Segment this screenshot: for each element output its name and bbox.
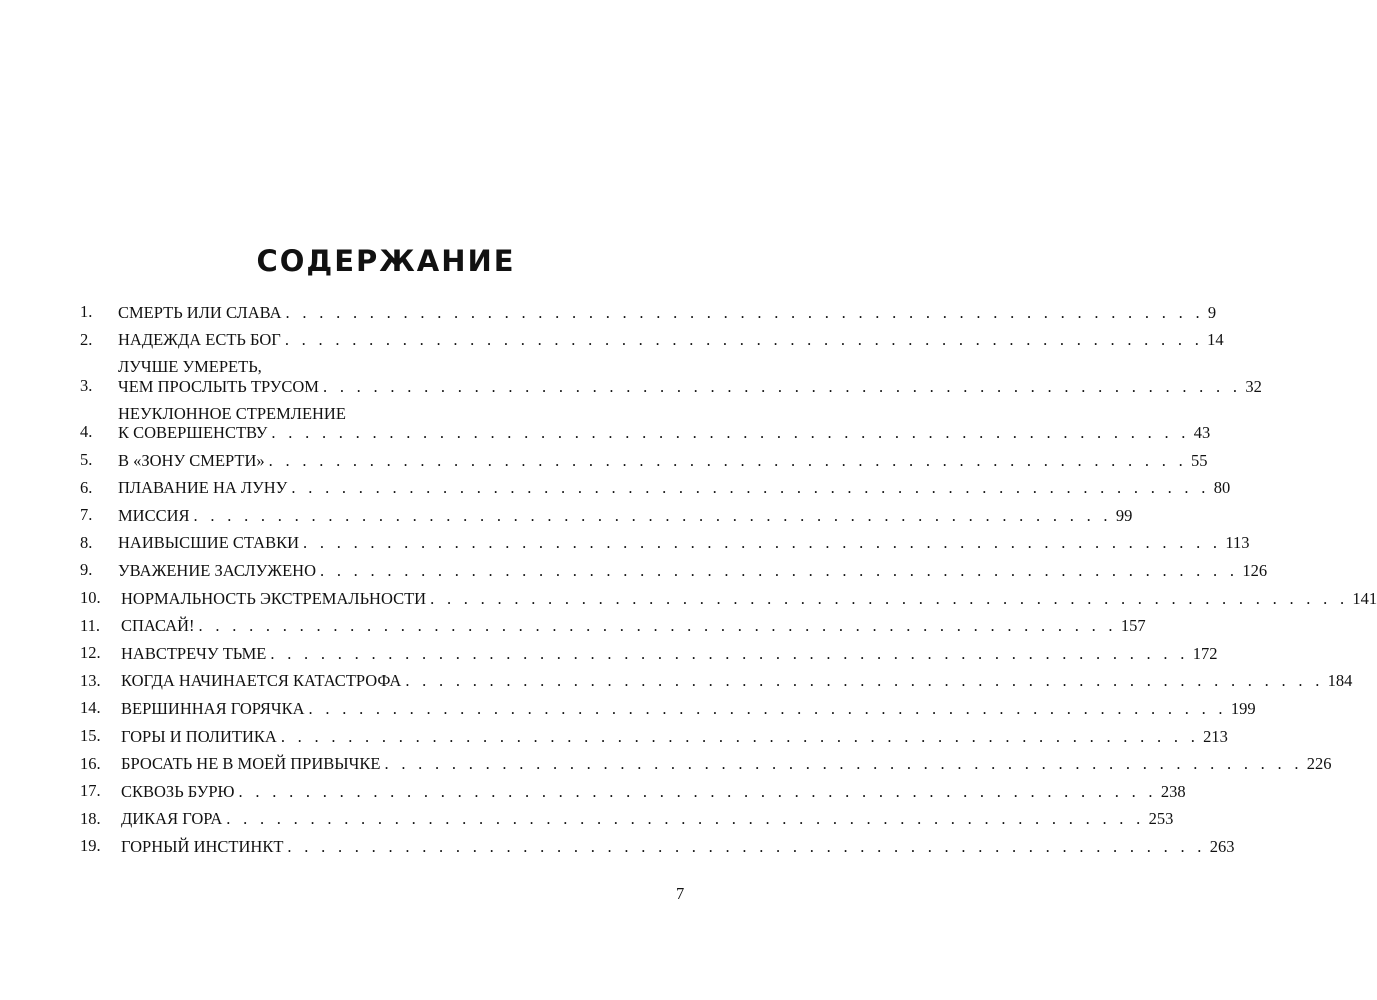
dot-leader: . . . . . . . . . . . . . . . . . . . . . . . . . . . . . . . . . . . . . . . . . . . . . . . . . . . . . . . bbox=[384, 754, 1303, 774]
dot-leader: . . . . . . . . . . . . . . . . . . . . . . . . . . . . . . . . . . . . . . . . . . . . . . . . . . . . . . . bbox=[271, 423, 1190, 442]
toc-entry bbox=[80, 643, 1218, 663]
toc-entry-title: МИССИЯ bbox=[118, 505, 190, 525]
dot-leader: . . . . . . . . . . . . . . . . . . . . . . . . . . . . . . . . . . . . . . . . . . . . . . . . . . . . . . . bbox=[270, 643, 1189, 663]
toc-entry bbox=[80, 329, 1224, 350]
dot-leader: . . . . . . . . . . . . . . . . . . . . . . . . . . . . . . . . . . . . . . . . . . . . . . . . . . . . . . . bbox=[285, 302, 1204, 322]
dot-leader: . . . . . . . . . . . . . . . . . . . . . . . . . . . . . . . . . . . . . . . . . . . . . . . . . . . . . . . bbox=[405, 671, 1324, 691]
dot-leader: . . . . . . . . . . . . . . . . . . . . . . . . . . . . . . . . . . . . . . . . . . . . . . . . . . . . . . . bbox=[303, 533, 1222, 553]
toc-entry-number: 6. bbox=[80, 477, 93, 497]
dot-leader: . . . . . . . . . . . . . . . . . . . . . . . . . . . . . . . . . . . . . . . . . . . . . . . . . . . . . . . bbox=[284, 330, 1204, 350]
toc-entry-page: 80 bbox=[1213, 478, 1231, 498]
toc-entry bbox=[80, 505, 1133, 525]
dot-leader: . . . . . . . . . . . . . . . . . . . . . . . . . . . . . . . . . . . . . . . . . . . . . . . . . . . . . . . bbox=[238, 781, 1157, 801]
toc-entry-number: 18. bbox=[80, 808, 101, 828]
toc-entry-title: НАИВЫСШИЕ СТАВКИ bbox=[118, 533, 300, 553]
toc-entry-page: 199 bbox=[1230, 698, 1256, 718]
toc-entry-page: 253 bbox=[1148, 809, 1174, 829]
toc-entry-page: 263 bbox=[1209, 836, 1235, 856]
dot-leader: . . . . . . . . . . . . . . . . . . . . . . . . . . . . . . . . . . . . . . . . . . . . . . . . . . . . . . . bbox=[319, 560, 1239, 580]
dot-leader: . . . . . . . . . . . . . . . . . . . . . . . . . . . . . . . . . . . . . . . . . . . . . . . . . . . . . . . bbox=[291, 478, 1210, 498]
toc-entry-number: 11. bbox=[80, 615, 101, 635]
toc-entry-title-line: НЕУКЛОННОЕ СТРЕМЛЕНИЕ bbox=[118, 403, 346, 423]
toc-entry bbox=[80, 836, 1235, 856]
toc-entry-page: 55 bbox=[1191, 450, 1208, 470]
toc-entry-number: 2. bbox=[80, 329, 93, 349]
toc-entry-title: СПАСАЙ! bbox=[121, 616, 195, 636]
toc-entry-number: 8. bbox=[80, 532, 93, 552]
toc-entry bbox=[80, 781, 1186, 801]
toc-entry bbox=[80, 615, 1146, 636]
toc-entry-page: 172 bbox=[1192, 643, 1218, 663]
toc-entry-page: 238 bbox=[1160, 781, 1186, 801]
toc-entry-number: 5. bbox=[80, 450, 93, 469]
toc-entry-title: В «ЗОНУ СМЕРТИ» bbox=[118, 450, 265, 470]
toc-entry-title: БРОСАТЬ НЕ В МОЕЙ ПРИВЫЧКЕ bbox=[121, 754, 381, 774]
toc-entry-title: КОГДА НАЧИНАЕТСЯ КАТАСТРОФА bbox=[121, 671, 402, 691]
page-title: СОДЕРЖАНИЕ bbox=[256, 244, 516, 278]
toc-entry-page: 184 bbox=[1327, 671, 1353, 691]
toc-entry-number: 17. bbox=[80, 781, 101, 801]
toc-entry-number: 1. bbox=[80, 302, 93, 321]
toc-entry-title: НАВСТРЕЧУ ТЬМЕ bbox=[121, 643, 267, 663]
toc-entry-number: 7. bbox=[80, 505, 93, 525]
dot-leader: . . . . . . . . . . . . . . . . . . . . . . . . . . . . . . . . . . . . . . . . . . . . . . . . . . . . . . . bbox=[308, 698, 1227, 718]
toc-entry-number: 16. bbox=[80, 753, 101, 773]
toc-entry-title: СМЕРТЬ ИЛИ СЛАВА bbox=[118, 302, 282, 322]
toc-entry-number: 10. bbox=[80, 587, 101, 607]
dot-leader: . . . . . . . . . . . . . . . . . . . . . . . . . . . . . . . . . . . . . . . . . . . . . . . . . . . . . . . bbox=[280, 726, 1200, 746]
toc-entry-title: ПЛАВАНИЕ НА ЛУНУ bbox=[118, 478, 288, 498]
toc-entry-title: НАДЕЖДА ЕСТЬ БОГ bbox=[118, 330, 281, 350]
toc-entry-title-line: ЛУЧШЕ УМЕРЕТЬ, bbox=[118, 357, 262, 377]
toc-entry-title: ГОРНЫЙ ИНСТИНКТ bbox=[121, 836, 284, 856]
toc-entry-number: 4. bbox=[80, 422, 93, 442]
toc-entry bbox=[80, 532, 1250, 553]
toc-entry-title: ВЕРШИННАЯ ГОРЯЧКА bbox=[121, 698, 305, 718]
toc-entry-title: ДИКАЯ ГОРА bbox=[121, 809, 223, 829]
toc-entry bbox=[80, 753, 1332, 774]
toc-entry-number: 12. bbox=[80, 643, 101, 663]
page-number: 7 bbox=[676, 884, 685, 903]
toc-entry-number: 9. bbox=[80, 560, 93, 580]
toc-entry-title: ЧЕМ ПРОСЛЫТЬ ТРУСОМ bbox=[118, 376, 319, 396]
toc-entry-title: УВАЖЕНИЕ ЗАСЛУЖЕНО bbox=[118, 560, 316, 580]
toc-entry-title: НОРМАЛЬНОСТЬ ЭКСТРЕМАЛЬНОСТИ bbox=[121, 588, 427, 608]
toc-entry bbox=[80, 450, 1208, 470]
toc-entry-title: ГОРЫ И ПОЛИТИКА bbox=[121, 726, 277, 746]
table-of-contents bbox=[80, 302, 1377, 864]
toc-entry bbox=[80, 670, 1353, 691]
dot-leader: . . . . . . . . . . . . . . . . . . . . . . . . . . . . . . . . . . . . . . . . . . . . . . . . . . . . . . . bbox=[287, 836, 1206, 856]
toc-entry-number: 15. bbox=[80, 725, 101, 745]
toc-entry-page: 213 bbox=[1203, 726, 1228, 746]
toc-entry-number: 19. bbox=[80, 836, 101, 856]
dot-leader: . . . . . . . . . . . . . . . . . . . . . . . . . . . . . . . . . . . . . . . . . . . . . . . . . . . . . . . bbox=[226, 809, 1145, 829]
toc-entry-page: 157 bbox=[1120, 616, 1146, 636]
dot-leader: . . . . . . . . . . . . . . . . . . . . . . . . . . . . . . . . . . . . . . . . . . . . . . . . . . . . . . . bbox=[198, 616, 1117, 636]
toc-entry-number: 14. bbox=[80, 698, 101, 718]
toc-entry-page: 99 bbox=[1115, 505, 1133, 525]
toc-entry-page: 9 bbox=[1207, 302, 1217, 322]
toc-entry bbox=[80, 302, 1217, 322]
toc-entry bbox=[80, 587, 1377, 608]
toc-entry bbox=[80, 477, 1231, 498]
toc-entry-title: СКВОЗЬ БУРЮ bbox=[121, 781, 235, 801]
toc-entry-number: 3. bbox=[80, 376, 93, 395]
toc-entry-page: 113 bbox=[1225, 533, 1250, 553]
toc-entry-page: 126 bbox=[1242, 560, 1268, 580]
toc-entry-title: К СОВЕРШЕНСТВУ bbox=[118, 423, 268, 442]
dot-leader: . . . . . . . . . . . . . . . . . . . . . . . . . . . . . . . . . . . . . . . . . . . . . . . . . . . . . . . bbox=[268, 450, 1187, 470]
toc-entry bbox=[80, 560, 1268, 580]
toc-entry-page: 32 bbox=[1245, 376, 1262, 396]
toc-entry bbox=[80, 808, 1174, 829]
toc-entry bbox=[80, 698, 1256, 718]
dot-leader: . . . . . . . . . . . . . . . . . . . . . . . . . . . . . . . . . . . . . . . . . . . . . . . . . . . . . . . bbox=[322, 376, 1242, 396]
toc-entry-page: 141 bbox=[1352, 588, 1377, 608]
toc-entry-page: 43 bbox=[1193, 423, 1211, 442]
toc-entry bbox=[80, 357, 1262, 396]
toc-entry-page: 14 bbox=[1207, 330, 1224, 350]
toc-entry-page: 226 bbox=[1306, 754, 1332, 774]
toc-entry-number: 13. bbox=[80, 670, 101, 690]
dot-leader: . . . . . . . . . . . . . . . . . . . . . . . . . . . . . . . . . . . . . . . . . . . . . . . . . . . . . . . bbox=[430, 588, 1349, 608]
dot-leader: . . . . . . . . . . . . . . . . . . . . . . . . . . . . . . . . . . . . . . . . . . . . . . . . . . . . . . . bbox=[193, 505, 1112, 525]
toc-entry bbox=[80, 725, 1228, 746]
toc-entry bbox=[80, 403, 1211, 443]
